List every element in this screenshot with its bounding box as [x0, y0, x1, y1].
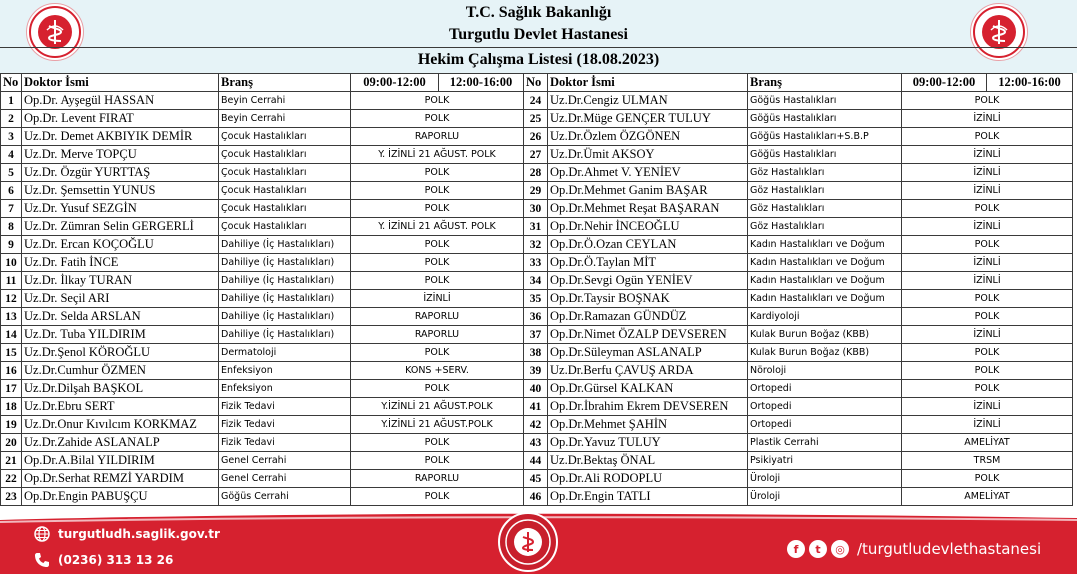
- schedule-status: POLK: [902, 380, 1073, 398]
- table-row: [1, 146, 1073, 164]
- row-number: 19: [1, 416, 22, 434]
- branch: Dahiliye (İç Hastalıkları): [219, 272, 351, 290]
- row-number: 25: [524, 110, 548, 128]
- schedule-status: POLK: [902, 308, 1073, 326]
- doctor-name: Op.Dr.Gürsel KALKAN: [548, 380, 748, 398]
- footer-website[interactable]: [34, 526, 220, 542]
- row-number: 1: [1, 92, 22, 110]
- schedule-status: POLK: [351, 92, 524, 110]
- col-doctor: Doktor İsmi: [548, 74, 748, 92]
- row-number: 17: [1, 380, 22, 398]
- branch: Dahiliye (İç Hastalıkları): [219, 236, 351, 254]
- schedule-status: POLK: [902, 290, 1073, 308]
- row-number: 21: [1, 452, 22, 470]
- doctor-name: Uz.Dr. Fatih İNCE: [22, 254, 219, 272]
- table-row: [1, 254, 1073, 272]
- table-row: [1, 218, 1073, 236]
- row-number: 42: [524, 416, 548, 434]
- doctor-name: Uz.Dr.Özlem ÖZGÖNEN: [548, 128, 748, 146]
- doctor-name: Uz.Dr.Cengiz ULMAN: [548, 92, 748, 110]
- doctor-name: Op.Dr.Ö.Ozan CEYLAN: [548, 236, 748, 254]
- doctor-name: Uz.Dr.Şenol KÖROĞLU: [22, 344, 219, 362]
- row-number: 34: [524, 272, 548, 290]
- doctor-name: Op.Dr.Mehmet Reşat BAŞARAN: [548, 200, 748, 218]
- row-number: 8: [1, 218, 22, 236]
- schedule-status: Y.İZİNLİ 21 AĞUST.POLK: [351, 398, 524, 416]
- doctor-name: Op.Dr.Sevgi Ogün YENİEV: [548, 272, 748, 290]
- row-number: 11: [1, 272, 22, 290]
- doctor-name: Uz.Dr.Bektaş ÖNAL: [548, 452, 748, 470]
- table-header-row: [1, 74, 1073, 92]
- table-row: [1, 110, 1073, 128]
- branch: Beyin Cerrahi: [219, 110, 351, 128]
- doctor-name: Op.Dr. Levent FIRAT: [22, 110, 219, 128]
- schedule-status: RAPORLU: [351, 326, 524, 344]
- doctor-name: Uz.Dr.Onur Kıvılcım KORKMAZ: [22, 416, 219, 434]
- row-number: 36: [524, 308, 548, 326]
- schedule-status: KONS +SERV.: [351, 362, 524, 380]
- doctor-name: Uz.Dr. Ercan KOÇOĞLU: [22, 236, 219, 254]
- schedule-status: İZİNLİ: [902, 272, 1073, 290]
- list-title: Hekim Çalışma Listesi (18.08.2023): [417, 51, 660, 68]
- schedule-status: POLK: [351, 452, 524, 470]
- row-number: 46: [524, 488, 548, 506]
- footer-phone[interactable]: [34, 552, 173, 568]
- schedule-status: İZİNLİ: [902, 254, 1073, 272]
- instagram-icon[interactable]: ◎: [831, 540, 849, 558]
- doctor-name: Uz.Dr. Şemsettin YUNUS: [22, 182, 219, 200]
- row-number: 28: [524, 164, 548, 182]
- row-number: 29: [524, 182, 548, 200]
- table-row: [1, 416, 1073, 434]
- row-number: 15: [1, 344, 22, 362]
- row-number: 22: [1, 470, 22, 488]
- schedule-status: İZİNLİ: [902, 398, 1073, 416]
- branch: Dahiliye (İç Hastalıkları): [219, 254, 351, 272]
- schedule-status: İZİNLİ: [902, 164, 1073, 182]
- branch: Göz Hastalıkları: [748, 200, 902, 218]
- branch: Ortopedi: [748, 398, 902, 416]
- row-number: 40: [524, 380, 548, 398]
- schedule-status: İZİNLİ: [902, 146, 1073, 164]
- schedule-status: POLK: [902, 92, 1073, 110]
- table-row: [1, 470, 1073, 488]
- branch: Dahiliye (İç Hastalıkları): [219, 290, 351, 308]
- branch: Çocuk Hastalıkları: [219, 146, 351, 164]
- col-no: No: [1, 74, 22, 92]
- table-row: [1, 398, 1073, 416]
- doctor-name: Uz.Dr. İlkay TURAN: [22, 272, 219, 290]
- row-number: 9: [1, 236, 22, 254]
- doctor-name: Op.Dr.A.Bilal YILDIRIM: [22, 452, 219, 470]
- branch: Dahiliye (İç Hastalıkları): [219, 308, 351, 326]
- row-number: 44: [524, 452, 548, 470]
- table-row: [1, 434, 1073, 452]
- doctor-name: Uz.Dr. Seçil ARI: [22, 290, 219, 308]
- doctor-name: Op.Dr.Yavuz TULUY: [548, 434, 748, 452]
- schedule-status: Y. İZİNLİ 21 AĞUST. POLK: [351, 218, 524, 236]
- col-morning: 09:00-12:00: [351, 74, 439, 92]
- row-number: 32: [524, 236, 548, 254]
- header: [0, 0, 1077, 73]
- footer-ministry-logo: [498, 512, 558, 572]
- branch: Psikiyatri: [748, 452, 902, 470]
- row-number: 13: [1, 308, 22, 326]
- website-text: turgutludh.saglik.gov.tr: [58, 527, 220, 541]
- branch: Çocuk Hastalıkları: [219, 164, 351, 182]
- branch: Genel Cerrahi: [219, 452, 351, 470]
- doctor-name: Op.Dr.İbrahim Ekrem DEVSEREN: [548, 398, 748, 416]
- branch: Enfeksiyon: [219, 380, 351, 398]
- header-divider: [0, 47, 1077, 48]
- doctor-name: Op.Dr.Nehir İNCEOĞLU: [548, 218, 748, 236]
- doctor-name: Uz.Dr.Zahide ASLANALP: [22, 434, 219, 452]
- branch: Fizik Tedavi: [219, 416, 351, 434]
- schedule-status: RAPORLU: [351, 128, 524, 146]
- branch: Genel Cerrahi: [219, 470, 351, 488]
- schedule-status: POLK: [902, 236, 1073, 254]
- row-number: 23: [1, 488, 22, 506]
- doctor-name: Op.Dr.Ali RODOPLU: [548, 470, 748, 488]
- branch: Ortopedi: [748, 416, 902, 434]
- doctor-name: Op.Dr.Ö.Taylan MİT: [548, 254, 748, 272]
- row-number: 20: [1, 434, 22, 452]
- schedule-status: POLK: [902, 200, 1073, 218]
- branch: Göğüs Hastalıkları: [748, 146, 902, 164]
- row-number: 24: [524, 92, 548, 110]
- branch: Çocuk Hastalıkları: [219, 200, 351, 218]
- doctor-name: Op.Dr. Ayşegül HASSAN: [22, 92, 219, 110]
- row-number: 6: [1, 182, 22, 200]
- branch: Üroloji: [748, 488, 902, 506]
- table-row: [1, 380, 1073, 398]
- branch: Kadın Hastalıkları ve Doğum: [748, 272, 902, 290]
- row-number: 2: [1, 110, 22, 128]
- table-row: [1, 362, 1073, 380]
- doctor-name: Uz.Dr.Ümit AKSOY: [548, 146, 748, 164]
- row-number: 3: [1, 128, 22, 146]
- table-row: [1, 128, 1073, 146]
- schedule-status: RAPORLU: [351, 308, 524, 326]
- schedule-status: POLK: [351, 380, 524, 398]
- schedule-status: İZİNLİ: [902, 416, 1073, 434]
- row-number: 27: [524, 146, 548, 164]
- doctor-name: Uz.Dr. Selda ARSLAN: [22, 308, 219, 326]
- branch: Göz Hastalıkları: [748, 218, 902, 236]
- branch: Ortopedi: [748, 380, 902, 398]
- branch: Çocuk Hastalıkları: [219, 182, 351, 200]
- col-branch: Branş: [219, 74, 351, 92]
- col-branch: Branş: [748, 74, 902, 92]
- ministry-emblem-icon: [500, 514, 556, 570]
- branch: Kadın Hastalıkları ve Doğum: [748, 254, 902, 272]
- branch: Göz Hastalıkları: [748, 182, 902, 200]
- doctor-name: Uz.Dr. Özgür YURTTAŞ: [22, 164, 219, 182]
- row-number: 45: [524, 470, 548, 488]
- doctor-name: Uz.Dr.Berfu ÇAVUŞ ARDA: [548, 362, 748, 380]
- row-number: 38: [524, 344, 548, 362]
- schedule-status: İZİNLİ: [351, 290, 524, 308]
- row-number: 10: [1, 254, 22, 272]
- branch: Kulak Burun Boğaz (KBB): [748, 344, 902, 362]
- doctor-name: Uz.Dr.Dilşah BAŞKOL: [22, 380, 219, 398]
- branch: Göz Hastalıkları: [748, 164, 902, 182]
- schedule-status: İZİNLİ: [902, 218, 1073, 236]
- schedule-status: POLK: [351, 272, 524, 290]
- schedule-status: Y. İZİNLİ 21 AĞUST. POLK: [351, 146, 524, 164]
- row-number: 4: [1, 146, 22, 164]
- schedule-status: POLK: [902, 362, 1073, 380]
- table-row: [1, 92, 1073, 110]
- branch: Göğüs Cerrahi: [219, 488, 351, 506]
- doctor-name: Uz.Dr. Zümran Selin GERGERLİ: [22, 218, 219, 236]
- branch: Kulak Burun Boğaz (KBB): [748, 326, 902, 344]
- globe-icon: [34, 526, 50, 542]
- schedule-status: AMELİYAT: [902, 488, 1073, 506]
- facebook-icon[interactable]: f: [787, 540, 805, 558]
- doctor-name: Op.Dr.Taysir BOŞNAK: [548, 290, 748, 308]
- row-number: 30: [524, 200, 548, 218]
- hospital-title: Turgutlu Devlet Hastanesi: [449, 26, 628, 43]
- schedule-status: POLK: [351, 344, 524, 362]
- doctor-name: Op.Dr.Engin TATLI: [548, 488, 748, 506]
- row-number: 39: [524, 362, 548, 380]
- doctor-name: Op.Dr.Mehmet Ganim BAŞAR: [548, 182, 748, 200]
- footer: [0, 510, 1077, 574]
- schedule-status: POLK: [902, 128, 1073, 146]
- branch: Göğüs Hastalıkları: [748, 92, 902, 110]
- doctor-name: Op.Dr.Ahmet V. YENİEV: [548, 164, 748, 182]
- branch: Fizik Tedavi: [219, 398, 351, 416]
- row-number: 37: [524, 326, 548, 344]
- schedule-status: POLK: [351, 236, 524, 254]
- row-number: 16: [1, 362, 22, 380]
- branch: Çocuk Hastalıkları: [219, 128, 351, 146]
- doctor-name: Uz.Dr. Tuba YILDIRIM: [22, 326, 219, 344]
- row-number: 26: [524, 128, 548, 146]
- phone-icon: [34, 552, 50, 568]
- row-number: 31: [524, 218, 548, 236]
- schedule-status: POLK: [902, 470, 1073, 488]
- branch: Dahiliye (İç Hastalıkları): [219, 326, 351, 344]
- doctor-name: Uz.Dr.Cumhur ÖZMEN: [22, 362, 219, 380]
- schedule-status: İZİNLİ: [902, 110, 1073, 128]
- col-morning: 09:00-12:00: [902, 74, 987, 92]
- branch: Dermatoloji: [219, 344, 351, 362]
- row-number: 5: [1, 164, 22, 182]
- branch: Nöroloji: [748, 362, 902, 380]
- branch: Enfeksiyon: [219, 362, 351, 380]
- branch: Çocuk Hastalıkları: [219, 218, 351, 236]
- doctor-schedule-table: [0, 73, 1073, 506]
- doctor-name: Uz.Dr.Ebru SERT: [22, 398, 219, 416]
- table-row: [1, 290, 1073, 308]
- branch: Fizik Tedavi: [219, 434, 351, 452]
- branch: Kadın Hastalıkları ve Doğum: [748, 236, 902, 254]
- doctor-name: Op.Dr.Süleyman ASLANALP: [548, 344, 748, 362]
- row-number: 7: [1, 200, 22, 218]
- social-handle[interactable]: /turgutludevlethastanesi: [857, 540, 1042, 558]
- ministry-title: T.C. Sağlık Bakanlığı: [465, 4, 612, 21]
- table-row: [1, 308, 1073, 326]
- schedule-status: POLK: [351, 200, 524, 218]
- row-number: 18: [1, 398, 22, 416]
- doctor-name: Op.Dr.Serhat REMZİ YARDIM: [22, 470, 219, 488]
- doctor-name: Uz.Dr. Merve TOPÇU: [22, 146, 219, 164]
- table-row: [1, 272, 1073, 290]
- schedule-status: Y.İZİNLİ 21 AĞUST.POLK: [351, 416, 524, 434]
- schedule-status: POLK: [351, 488, 524, 506]
- schedule-status: POLK: [902, 344, 1073, 362]
- col-afternoon: 12:00-16:00: [987, 74, 1073, 92]
- table-row: [1, 200, 1073, 218]
- branch: Göğüs Hastalıkları: [748, 110, 902, 128]
- schedule-status: RAPORLU: [351, 470, 524, 488]
- doctor-name: Op.Dr.Ramazan GÜNDÜZ: [548, 308, 748, 326]
- table-row: [1, 326, 1073, 344]
- schedule-status: POLK: [351, 434, 524, 452]
- schedule-status: POLK: [351, 182, 524, 200]
- table-row: [1, 182, 1073, 200]
- doctor-name: Op.Dr.Engin PABUŞÇU: [22, 488, 219, 506]
- branch: Kardiyoloji: [748, 308, 902, 326]
- schedule-status: TRSM: [902, 452, 1073, 470]
- twitter-icon[interactable]: t: [809, 540, 827, 558]
- table-row: [1, 452, 1073, 470]
- row-number: 35: [524, 290, 548, 308]
- phone-text: (0236) 313 13 26: [58, 553, 174, 567]
- schedule-status: POLK: [351, 110, 524, 128]
- doctor-name: Uz.Dr.Müge GENÇER TULUY: [548, 110, 748, 128]
- branch: Göğüs Hastalıkları+S.B.P: [748, 128, 902, 146]
- col-doctor: Doktor İsmi: [22, 74, 219, 92]
- schedule-status: İZİNLİ: [902, 182, 1073, 200]
- row-number: 33: [524, 254, 548, 272]
- social-links: [787, 540, 1041, 558]
- doctor-name: Op.Dr.Mehmet ŞAHİN: [548, 416, 748, 434]
- col-no: No: [524, 74, 548, 92]
- table-row: [1, 164, 1073, 182]
- branch: Plastik Cerrahi: [748, 434, 902, 452]
- branch: Beyin Cerrahi: [219, 92, 351, 110]
- schedule-status: AMELİYAT: [902, 434, 1073, 452]
- col-afternoon: 12:00-16:00: [439, 74, 524, 92]
- schedule-status: POLK: [351, 164, 524, 182]
- branch: Üroloji: [748, 470, 902, 488]
- row-number: 12: [1, 290, 22, 308]
- branch: Kadın Hastalıkları ve Doğum: [748, 290, 902, 308]
- schedule-status: POLK: [351, 254, 524, 272]
- schedule-status: İZİNLİ: [902, 326, 1073, 344]
- row-number: 43: [524, 434, 548, 452]
- table-row: [1, 344, 1073, 362]
- doctor-name: Uz.Dr. Yusuf SEZGİN: [22, 200, 219, 218]
- doctor-name: Uz.Dr. Demet AKBIYIK DEMİR: [22, 128, 219, 146]
- table-row: [1, 488, 1073, 506]
- doctor-name: Op.Dr.Nimet ÖZALP DEVSEREN: [548, 326, 748, 344]
- table-row: [1, 236, 1073, 254]
- row-number: 14: [1, 326, 22, 344]
- row-number: 41: [524, 398, 548, 416]
